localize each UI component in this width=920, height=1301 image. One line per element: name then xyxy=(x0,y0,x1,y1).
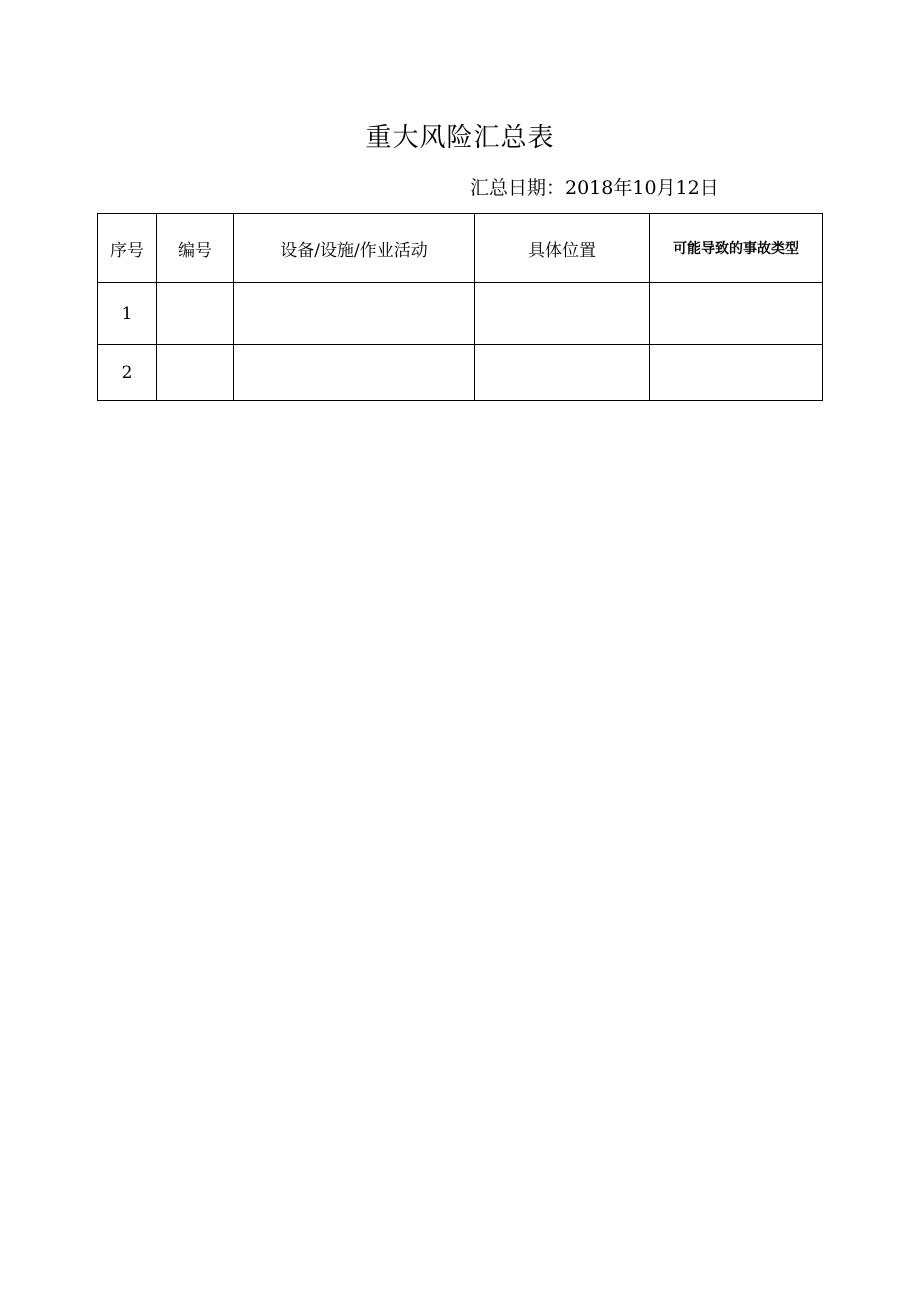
cell-location xyxy=(475,283,650,345)
cell-serial-number: 1 xyxy=(98,283,157,345)
header-code: 编号 xyxy=(157,214,234,283)
header-location: 具体位置 xyxy=(475,214,650,283)
header-equipment-activity: 设备/设施/作业活动 xyxy=(234,214,475,283)
cell-serial-number: 2 xyxy=(98,345,157,401)
cell-code xyxy=(157,345,234,401)
header-accident-type: 可能导致的事故类型 xyxy=(650,214,823,283)
cell-accident-type xyxy=(650,345,823,401)
header-serial-number: 序号 xyxy=(98,214,157,283)
cell-code xyxy=(157,283,234,345)
cell-equipment-activity xyxy=(234,345,475,401)
risk-summary-table xyxy=(97,213,823,401)
summary-date: 汇总日期：2018年10月12日 xyxy=(470,177,719,199)
table-row xyxy=(98,345,823,401)
document-title: 重大风险汇总表 xyxy=(365,123,555,153)
table-row xyxy=(98,283,823,345)
cell-location xyxy=(475,345,650,401)
cell-accident-type xyxy=(650,283,823,345)
table-header-row xyxy=(98,214,823,283)
cell-equipment-activity xyxy=(234,283,475,345)
